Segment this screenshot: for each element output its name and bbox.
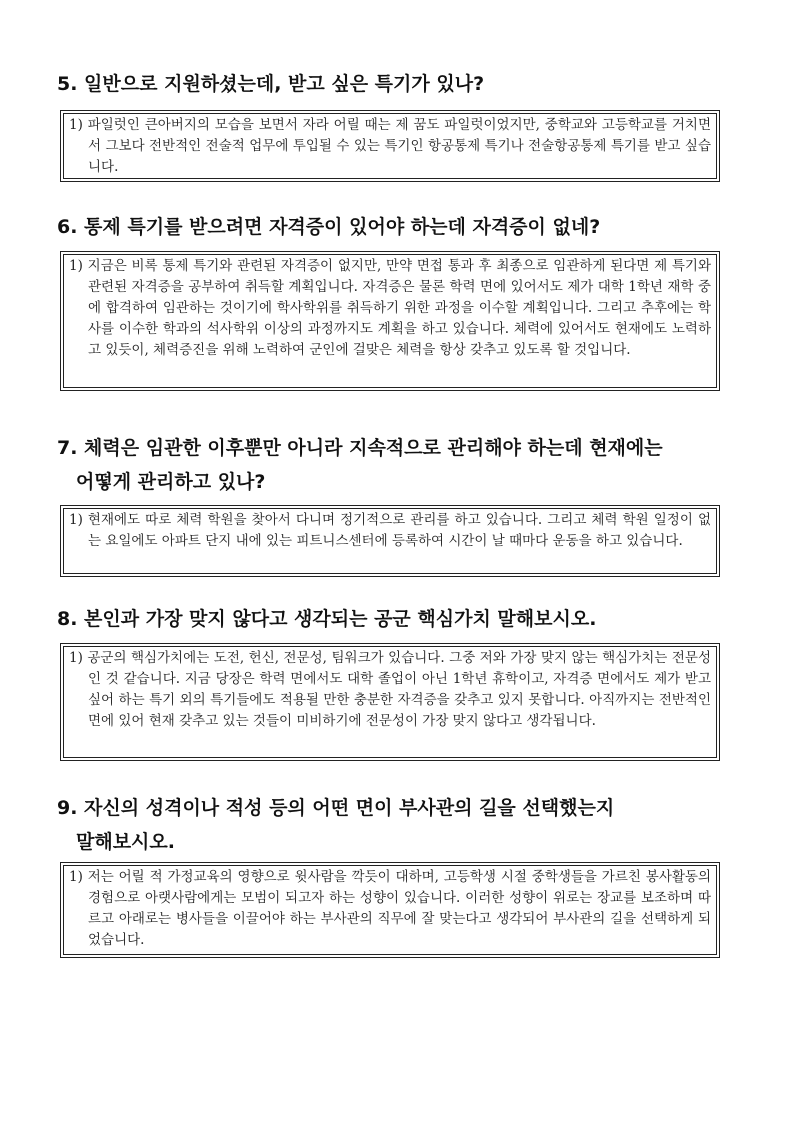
answer-5-box (60, 110, 720, 182)
answer-8-text: 1) 공군의 핵심가치에는 도전, 헌신, 전문성, 팀워크가 있습니다. 그중 저와 가장 맞지 않는 핵심가치는 전문성인 것 같습니다. 지금 당장은 학력 면에서도 대학 졸업이 아닌 1학년 휴학이고, 자격증 면에서도 제가 받고 싶어 하는 특기 외의 특기들에도 적용될 만한 충분한 자격증을 갖추고 있지 못합니다. 아직까지는 전반적인 면에 있어 현재 갖추고 있는 것들이 미비하기에 전문성이 가장 맞지 않다고 생각됩니다. (69, 650, 711, 729)
answer-6-box (60, 251, 720, 391)
answer-7-box (60, 505, 720, 577)
answer-5-text: 1) 파일럿인 큰아버지의 모습을 보면서 자라 어릴 때는 제 꿈도 파일럿이었지만, 중학교와 고등학교를 거치면서 그보다 전반적인 전술적 업무에 투입될 수 있는 특기인 항공통제 특기나 전술항공통제 특기를 받고 싶습니다. (69, 117, 711, 175)
question-9-title-cont: 말해보시오. (76, 831, 175, 853)
answer-8-box (60, 643, 720, 761)
answer-6-text: 1) 지금은 비록 통제 특기와 관련된 자격증이 없지만, 만약 면접 통과 후 최종으로 임관하게 된다면 제 특기와 관련된 자격증을 공부하여 취득할 계획입니다. 자격증은 물론 학력 면에 있어서도 제가 대학 1학년 재학 중에 합격하여 임관하는 것이기에 학사학위를 취득하기 위한 과정을 이수할 계획입니다. 그리고 추후에는 학사를 이수한 학과의 석사학위 이상의 과정까지도 계획을 하고 있습니다. 체력에 있어서도 현재에도 노력하고 있듯이, 체력증진을 위해 노력하여 군인에 걸맞은 체력을 항상 갖추고 있도록 할 것입니다. (69, 258, 711, 358)
answer-9-text: 1) 저는 어릴 적 가정교육의 영향으로 윗사람을 깍듯이 대하며, 고등학생 시절 중학생들을 가르친 봉사활동의 경험으로 아랫사람에게는 모범이 되고자 하는 성향이 있습니다. 이러한 성향이 위로는 장교를 보조하며 따르고 아래로는 병사들을 이끌어야 하는 부사관의 직무에 잘 맞는다고 생각되어 부사관의 길을 선택하게 되었습니다. (69, 869, 711, 948)
question-8-title: 8. 본인과 가장 맞지 않다고 생각되는 공군 핵심가치 말해보시오. (57, 608, 597, 630)
question-6-title: 6. 통제 특기를 받으려면 자격증이 있어야 하는데 자격증이 없네? (57, 216, 601, 238)
question-7-title-cont: 어떻게 관리하고 있나? (76, 471, 266, 493)
answer-9-box (60, 862, 720, 958)
question-9-title: 9. 자신의 성격이나 적성 등의 어떤 면이 부사관의 길을 선택했는지 말해보시오. (57, 791, 614, 859)
question-7-title: 7. 체력은 임관한 이후뿐만 아니라 지속적으로 관리해야 하는데 현재에는 어떻게 관리하고 있나? (57, 431, 663, 499)
answer-7-text: 1) 현재에도 따로 체력 학원을 찾아서 다니며 정기적으로 관리를 하고 있습니다. 그리고 체력 학원 일정이 없는 요일에도 아파트 단지 내에 있는 피트니스센터에 등록하여 시간이 날 때마다 운동을 하고 있습니다. (69, 512, 711, 549)
question-5-title: 5. 일반으로 지원하셨는데, 받고 싶은 특기가 있나? (57, 73, 485, 95)
